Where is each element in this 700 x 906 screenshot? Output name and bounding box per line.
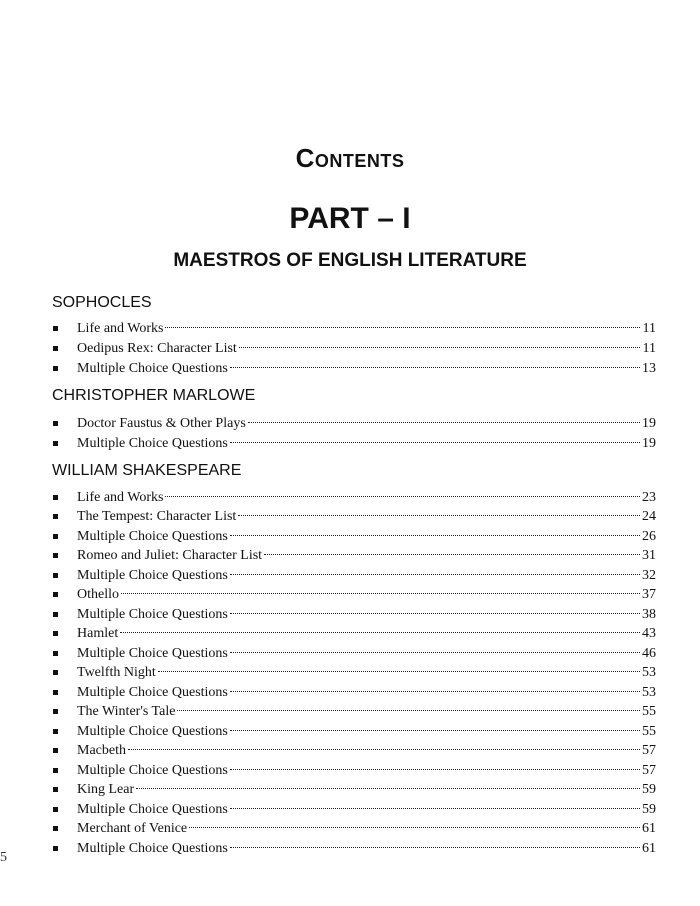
toc-entry[interactable] [0, 839, 700, 858]
entry-page: 57 [642, 763, 656, 778]
section-heading-sophocles: SOPHOCLES [52, 294, 152, 311]
bullet-icon [53, 612, 58, 617]
toc-entry[interactable] [0, 644, 700, 663]
toc-entry[interactable] [0, 722, 700, 741]
entry-title: Twelfth Night [77, 665, 156, 680]
entry-title: King Lear [77, 782, 135, 797]
toc-entry[interactable] [0, 507, 700, 526]
entry-page: 13 [642, 361, 656, 376]
entry-title: The Tempest: Character List [77, 509, 237, 524]
entry-title: Multiple Choice Questions [77, 685, 228, 700]
bullet-icon [53, 421, 58, 426]
entry-title: Hamlet [77, 626, 119, 641]
bullet-icon [53, 592, 58, 597]
bullet-icon [53, 787, 58, 792]
toc-entry[interactable] [0, 605, 700, 624]
bullet-icon [53, 553, 58, 558]
toc-entry[interactable] [0, 780, 700, 799]
entry-title: Multiple Choice Questions [77, 568, 228, 583]
toc-entry[interactable] [0, 359, 700, 378]
bullet-icon [53, 326, 58, 331]
entry-title: Life and Works [77, 321, 164, 336]
entry-title: Multiple Choice Questions [77, 802, 228, 817]
bullet-icon [53, 346, 58, 351]
toc-entry[interactable] [0, 414, 700, 433]
entry-title: Romeo and Juliet: Character List [77, 548, 263, 563]
leader-dots [230, 442, 640, 443]
leader-dots [248, 422, 640, 423]
bullet-icon [53, 748, 58, 753]
entry-page: 11 [642, 341, 656, 356]
entry-page: 38 [642, 607, 656, 622]
leader-dots [230, 691, 640, 692]
bullet-icon [53, 709, 58, 714]
toc-entry[interactable] [0, 761, 700, 780]
entry-page: 59 [642, 782, 656, 797]
entry-title: Macbeth [77, 743, 126, 758]
bullet-icon [53, 651, 58, 656]
toc-entry[interactable] [0, 527, 700, 546]
leader-dots [230, 847, 640, 848]
entry-page: 11 [642, 321, 656, 336]
leader-dots [230, 808, 640, 809]
leader-dots [230, 652, 640, 653]
entry-title: Multiple Choice Questions [77, 763, 228, 778]
leader-dots [230, 769, 640, 770]
entry-page: 24 [642, 509, 656, 524]
bullet-icon [53, 807, 58, 812]
entry-page: 19 [642, 416, 656, 431]
leader-dots [239, 347, 640, 348]
bullet-icon [53, 729, 58, 734]
entry-title: Othello [77, 587, 119, 602]
leader-dots [158, 671, 640, 672]
entry-title: Oedipus Rex: Character List [77, 341, 237, 356]
entry-page: 61 [642, 821, 656, 836]
entry-title: Multiple Choice Questions [77, 361, 228, 376]
entry-page: 46 [642, 646, 656, 661]
bullet-icon [53, 690, 58, 695]
toc-entry[interactable] [0, 488, 700, 507]
toc-entry[interactable] [0, 663, 700, 682]
entry-page: 53 [642, 665, 656, 680]
entry-title: Life and Works [77, 490, 164, 505]
bullet-icon [53, 514, 58, 519]
entry-page: 59 [642, 802, 656, 817]
toc-entry[interactable] [0, 800, 700, 819]
leader-dots [189, 827, 640, 828]
leader-dots [230, 535, 640, 536]
entry-title: Merchant of Venice [77, 821, 188, 836]
entry-title: Multiple Choice Questions [77, 724, 228, 739]
leader-dots [177, 710, 640, 711]
entry-title: Multiple Choice Questions [77, 529, 228, 544]
entry-page: 23 [642, 490, 656, 505]
leader-dots [230, 613, 640, 614]
bullet-icon [53, 366, 58, 371]
leader-dots [230, 367, 640, 368]
bullet-icon [53, 495, 58, 500]
leader-dots [230, 574, 640, 575]
bullet-icon [53, 631, 58, 636]
part-title: PART – I [289, 202, 411, 235]
entry-title: Doctor Faustus & Other Plays [77, 416, 246, 431]
toc-entry[interactable] [0, 741, 700, 760]
section-heading-shakespeare: WILLIAM SHAKESPEARE [52, 462, 242, 479]
entry-page: 55 [642, 724, 656, 739]
entry-page: 61 [642, 841, 656, 856]
bullet-icon [53, 573, 58, 578]
leader-dots [165, 327, 640, 328]
leader-dots [128, 749, 640, 750]
bullet-icon [53, 670, 58, 675]
entry-page: 32 [642, 568, 656, 583]
entry-page: 37 [642, 587, 656, 602]
bullet-icon [53, 846, 58, 851]
leader-dots [165, 496, 640, 497]
part-subtitle: MAESTROS OF ENGLISH LITERATURE [173, 250, 527, 271]
entry-page: 31 [642, 548, 656, 563]
toc-entry[interactable] [0, 339, 700, 358]
entry-title: Multiple Choice Questions [77, 436, 228, 451]
toc-entry[interactable] [0, 319, 700, 338]
entry-title: Multiple Choice Questions [77, 646, 228, 661]
leader-dots [120, 632, 640, 633]
leader-dots [264, 554, 640, 555]
bullet-icon [53, 768, 58, 773]
leader-dots [136, 788, 640, 789]
toc-entry[interactable] [0, 624, 700, 643]
contents-title: Contents [295, 143, 405, 173]
entry-page: 55 [642, 704, 656, 719]
toc-entry[interactable] [0, 702, 700, 721]
margin-mark: 5 [0, 850, 7, 865]
entry-title: The Winter's Tale [77, 704, 176, 719]
bullet-icon [53, 534, 58, 539]
toc-entry[interactable] [0, 546, 700, 565]
toc-entry[interactable] [0, 683, 700, 702]
toc-entry[interactable] [0, 434, 700, 453]
entry-page: 26 [642, 529, 656, 544]
bullet-icon [53, 826, 58, 831]
leader-dots [238, 515, 640, 516]
toc-entry[interactable] [0, 566, 700, 585]
entry-page: 43 [642, 626, 656, 641]
bullet-icon [53, 441, 58, 446]
entry-page: 57 [642, 743, 656, 758]
entry-page: 53 [642, 685, 656, 700]
entry-title: Multiple Choice Questions [77, 607, 228, 622]
toc-entry[interactable] [0, 585, 700, 604]
leader-dots [121, 593, 640, 594]
leader-dots [230, 730, 640, 731]
section-heading-marlowe: CHRISTOPHER MARLOWE [52, 387, 256, 404]
entry-title: Multiple Choice Questions [77, 841, 228, 856]
entry-page: 19 [642, 436, 656, 451]
toc-entry[interactable] [0, 819, 700, 838]
